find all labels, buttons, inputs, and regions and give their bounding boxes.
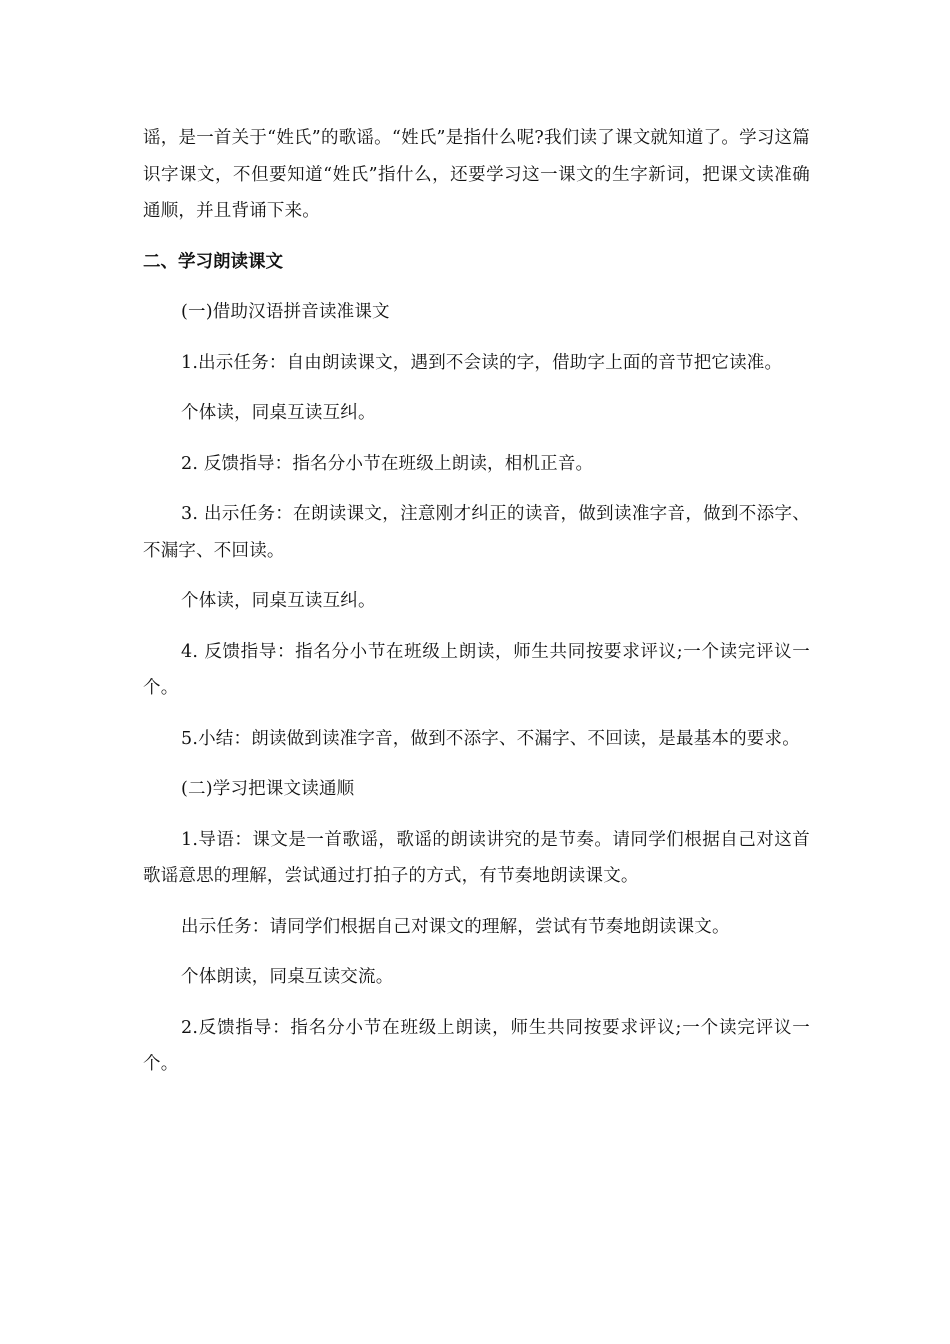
- step-5-summary: 5.小结：朗读做到读准字音，做到不添字、不漏字、不回读，是最基本的要求。: [181, 728, 800, 749]
- step-1-activity: 个体读，同桌互读互纠。: [181, 403, 376, 423]
- subsection-title-fluency: (二)学习把课文读通顺: [181, 779, 355, 799]
- section-heading-learn-reading: 二、学习朗读课文: [143, 251, 283, 272]
- fluency-activity: 个体朗读，同桌互读交流。: [181, 967, 394, 987]
- document-page: [143, 120, 810, 1083]
- fluency-step-2-feedback: 2.反馈指导：指名分小节在班级上朗读，师生共同按要求评议;一个读完评议一个。: [143, 1017, 810, 1074]
- step-2-feedback: 2. 反馈指导：指名分小节在班级上朗读，相机正音。: [181, 453, 594, 474]
- step-4-feedback: 4. 反馈指导：指名分小节在班级上朗读，师生共同按要求评议;一个读完评议一个。: [143, 641, 810, 698]
- step-3-task: 3. 出示任务：在朗读课文，注意刚才纠正的读音，做到读准字音，做到不添字、不漏字、不回读。: [143, 504, 810, 561]
- fluency-step-1-intro: 1.导语：课文是一首歌谣，歌谣的朗读讲究的是节奏。请同学们根据自己对这首歌谣意思的理解，尝试通过打拍子的方式，有节奏地朗读课文。: [143, 829, 810, 886]
- intro-paragraph: 谣，是一首关于“姓氏”的歌谣。“姓氏”是指什么呢?我们读了课文就知道了。学习这篇识字课文，不但要知道“姓氏”指什么，还要学习这一课文的生字新词，把课文读准确通顺，并且背诵下来。: [143, 128, 810, 221]
- step-1-task: 1.出示任务：自由朗读课文，遇到不会读的字，借助字上面的音节把它读准。: [181, 352, 783, 373]
- subsection-title-pinyin: (一)借助汉语拼音读准课文: [181, 302, 390, 322]
- fluency-task: 出示任务：请同学们根据自己对课文的理解，尝试有节奏地朗读课文。: [181, 916, 730, 937]
- step-3-activity: 个体读，同桌互读互纠。: [181, 591, 376, 611]
